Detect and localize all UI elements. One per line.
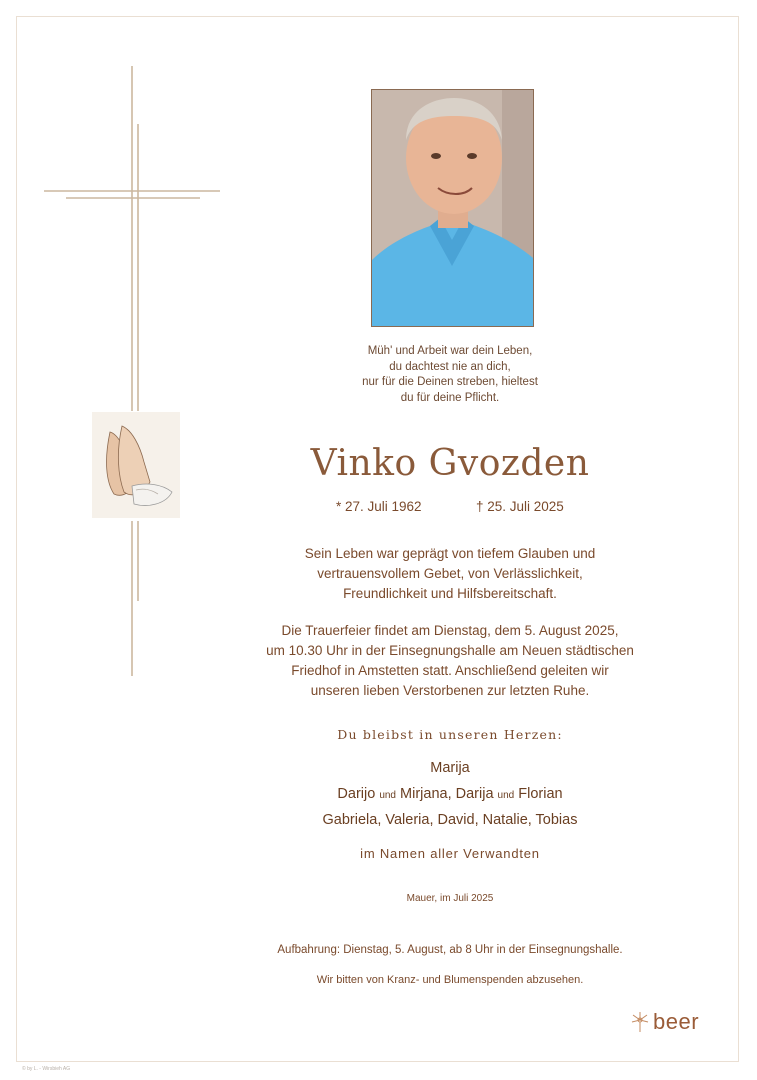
mourner-name: Mirjana, Darija bbox=[400, 786, 494, 802]
funeral-home-logo bbox=[630, 1008, 699, 1036]
donation-note: Wir bitten von Kranz- und Blumenspenden abzusehen. bbox=[316, 974, 584, 986]
viewing-info: Aufbahrung: Dienstag, 5. August, ab 8 Uhr in der Einsegnungshalle. bbox=[277, 944, 623, 956]
ceremony-line: um 10.30 Uhr in der Einsegnungshalle am Neuen städtischen bbox=[266, 643, 634, 658]
relatives-line: im Namen aller Verwandten bbox=[360, 846, 540, 861]
logo-text: beer bbox=[653, 1009, 700, 1034]
mourners-heading: Du bleibst in unseren Herzen: bbox=[337, 727, 563, 742]
tribute-text bbox=[240, 544, 660, 604]
conjunction: und bbox=[379, 790, 396, 801]
ceremony-line: Friedhof in Amstetten statt. Anschließend geleiten wir bbox=[291, 663, 609, 678]
place-date: Mauer, im Juli 2025 bbox=[406, 893, 494, 904]
conjunction: und bbox=[497, 790, 515, 801]
tribute-line: Freundlichkeit und Hilfsbereitschaft. bbox=[343, 586, 557, 601]
birth-date: * 27. Juli 1962 bbox=[336, 499, 422, 514]
mourner-line-2 bbox=[230, 786, 670, 802]
praying-hands-image bbox=[92, 412, 180, 518]
dandelion-icon bbox=[630, 1011, 650, 1033]
tribute-line: Sein Leben war geprägt von tiefem Glauben und bbox=[304, 546, 596, 561]
mourner-line-1: Marija bbox=[430, 760, 470, 776]
tribute-line: vertrauensvollem Gebet, von Verlässlichkeit, bbox=[317, 566, 583, 581]
poem-line: du für deine Pflicht. bbox=[400, 391, 500, 404]
ceremony-text bbox=[240, 621, 660, 701]
poem bbox=[300, 344, 600, 406]
portrait-photo bbox=[371, 89, 534, 327]
mourner-name: Darijo bbox=[337, 786, 376, 802]
poem-line: Müh' und Arbeit war dein Leben, bbox=[367, 345, 533, 357]
mourner-line-3: Gabriela, Valeria, David, Natalie, Tobias bbox=[322, 812, 578, 828]
imprint: © by L. - Wirsbieh AG bbox=[22, 1066, 71, 1072]
death-date: † 25. Juli 2025 bbox=[476, 499, 564, 514]
deceased-name: Vinko Gvozden bbox=[310, 443, 590, 484]
ceremony-line: unseren lieben Verstorbenen zur letzten Ruhe. bbox=[310, 683, 590, 698]
mourner-name: Florian bbox=[518, 786, 563, 802]
poem-line: nur für die Deinen streben, hieltest bbox=[362, 376, 538, 388]
ceremony-line: Die Trauerfeier findet am Dienstag, dem 5. August 2025, bbox=[281, 623, 619, 638]
poem-line: du dachtest nie an dich, bbox=[389, 360, 511, 373]
cross-icon bbox=[40, 66, 230, 676]
